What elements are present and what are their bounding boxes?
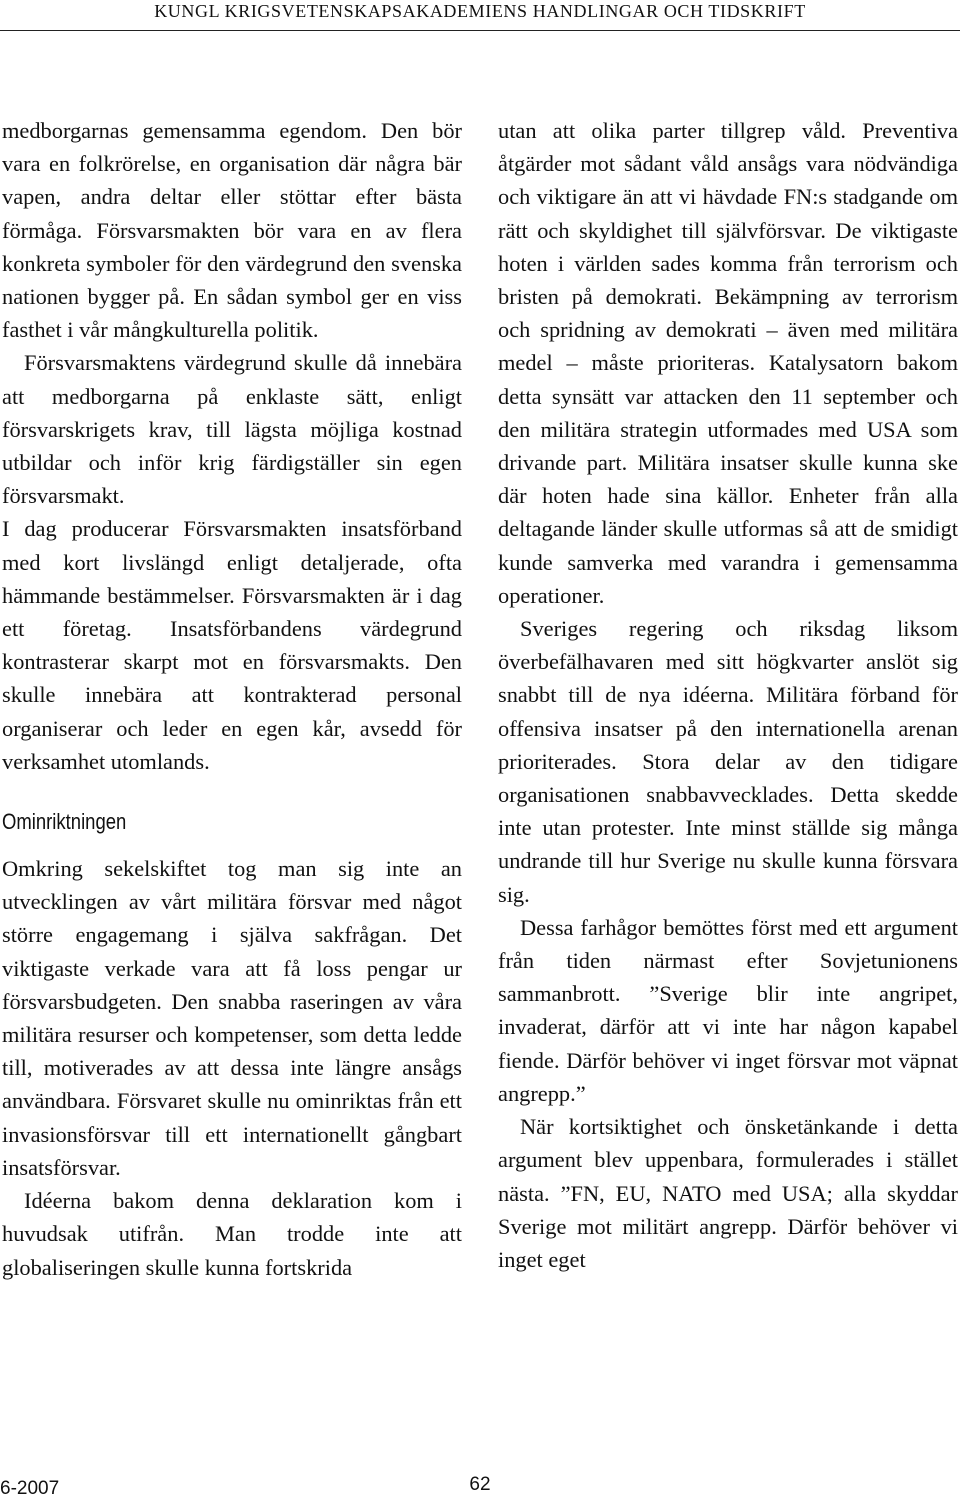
section-heading: Ominriktningen (2, 809, 127, 835)
left-paragraph-3: I dag producerar Försvarsmakten insatsförband med kort livslängd enligt detaljerade, ofta hämmande bestämmelser. Försvarsmakten är i dag ett företag. Insatsförbandens värdegrund kontrasterar skarpt mot en försvarsmakts. Den skulle innebära att kontrakterad personal organiserar och leder en egen kår, avsedd för verksamhet utomlands. (2, 516, 462, 774)
left-paragraph-4: Omkring sekelskiftet tog man sig inte an utvecklingen av vårt militära försvar med något större engagemang i själva sakfrågan. Det viktigaste verkade vara att få loss pengar ur försvarsbudgeten. Den snabba raseringen av våra militära resurser och kompetenser, som detta ledde till, motiverades av att dessa inte längre ansågs användbara. Försvaret skulle nu ominriktas från ett invasionsförsvar till ett internationellt gångbart insatsförsvar. (2, 856, 462, 1180)
left-paragraph-5: Idéerna bakom denna deklaration kom i huvudsak utifrån. Man trodde inte att globaliseringen skulle kunna fortskrida (2, 1188, 462, 1280)
left-paragraph-2: Försvarsmaktens värdegrund skulle då innebära att medborgarna på enklaste sätt, enligt försvarskrigets krav, till lägsta möjliga kostnad utbildar och inför krig färdigställer sin egen försvarsmakt. (2, 350, 462, 509)
page-number: 62 (469, 1474, 491, 1495)
issue-label: 6-2007 (0, 1478, 60, 1499)
left-text-column (2, 114, 462, 1284)
header-divider (0, 30, 960, 31)
running-header: KUNGL KRIGSVETENSKAPSAKADEMIENS HANDLINGAR OCH TIDSKRIFT (154, 1, 806, 21)
right-paragraph-1: utan att olika parter tillgrep våld. Preventiva åtgärder mot sådant våld ansågs vara nödvändiga och viktigare än att vi hävdade FN:s stadgande om rätt och skyldighet till självförsvar. De viktigaste hoten i världen sades komma från terrorism och bristen på demokrati. Bekämpning av terrorism och spridning av demokrati – även med militära medel – måste prioriteras. Katalysatorn bakom detta synsätt var attacken den 11 september och den militära strategin utformades med USA som drivande part. Militära insatser skulle kunna ske där hoten hade sina källor. Enheter från alla deltagande länder skulle utformas så att de smidigt kunde samverka med varandra i gemensamma operationer. (498, 118, 958, 608)
right-paragraph-3: Dessa farhågor bemöttes först med ett argument från tiden närmast efter Sovjetunionens sammanbrott. ”Sverige blir inte angripet, invaderat, därför att vi inte har någon kapabel fiende. Därför behöver vi inget försvar mot väpnat angrepp.” (498, 914, 958, 1106)
left-paragraph-1: medborgarnas gemensamma egendom. Den bör vara en folkrörelse, en organisation där några bär vapen, andra deltar eller stöttar efter bästa förmåga. Försvarsmakten bör vara en av flera konkreta symboler för den värdegrund den svenska nationen bygger på. En sådan symbol ger en viss fasthet i vår mångkulturella politik. (2, 118, 462, 343)
right-text-column (498, 114, 958, 1276)
right-paragraph-2: Sveriges regering och riksdag liksom överbefälhavaren med sitt högkvarter anslöt sig snabbt till de nya idéerna. Militära förband för offensiva insatser på den internationella arenan prioriterades. Stora delar av den tidigare organisationen snabbavvecklades. Detta skedde inte utan protester. Inte minst ställde sig många undrande till hur Sverige nu skulle kunna försvara sig. (498, 616, 958, 907)
right-paragraph-4: När kortsiktighet och önsketänkande i detta argument blev uppenbara, formulerades i stället nästa. ”FN, EU, NATO med USA; alla skyddar Sverige mot militärt angrepp. Därför behöver vi inget eget (498, 1114, 958, 1272)
